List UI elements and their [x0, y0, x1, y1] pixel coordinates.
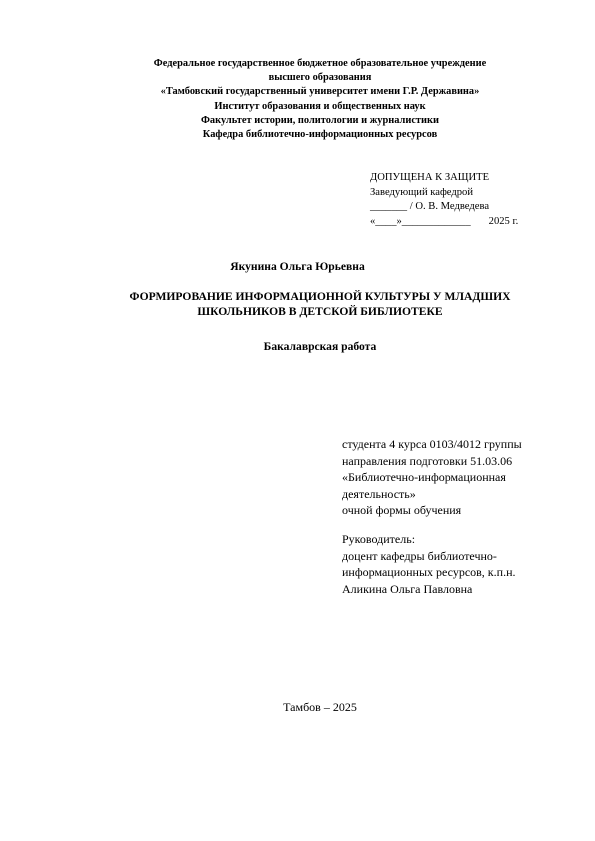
student-info-line: «Библиотечно-информационная — [342, 470, 506, 484]
supervisor-info — [342, 531, 515, 597]
approval-position: Заведующий кафедрой — [370, 186, 474, 198]
approval-date — [370, 215, 518, 230]
student-info — [342, 436, 522, 519]
supervisor-line: Аликина Ольга Павловна — [342, 581, 473, 596]
city-year: Тамбов – 2025 — [283, 700, 357, 714]
header-line: Кафедра библиотечно-информационных ресурсов — [202, 129, 438, 141]
header-line: Факультет истории, политологии и журналистики — [200, 114, 439, 126]
supervisor-line: доцент кафедры библиотечно- — [342, 548, 497, 563]
header-line: «Тамбовский государственный университет имени Г.Р. Державина» — [160, 86, 480, 98]
title-line: ФОРМИРОВАНИЕ ИНФОРМАЦИОННОЙ КУЛЬТУРЫ У МЛАДШИХ — [129, 290, 511, 303]
author-name: Якунина Ольга Юрьевна — [230, 260, 365, 273]
title-line: ШКОЛЬНИКОВ В ДЕТСКОЙ БИБЛИОТЕКЕ — [197, 304, 443, 318]
approval-block — [370, 171, 518, 229]
header-line: Институт образования и общественных наук — [214, 100, 426, 112]
student-info-line: направления подготовки 51.03.06 — [342, 453, 513, 468]
supervisor-line: Руководитель: — [342, 532, 416, 546]
approval-date-year: 2025 г. — [488, 215, 519, 227]
header-line: Федеральное государственное бюджетное образовательное учреждение — [153, 58, 487, 69]
institution-header — [60, 57, 580, 142]
student-info-line: студента 4 курса 0103/4012 группы — [342, 437, 522, 451]
student-info-line: очной формы обучения — [342, 503, 462, 517]
student-info-line: деятельность» — [342, 486, 416, 501]
header-line: высшего образования — [268, 72, 372, 84]
work-type: Бакалаврская работа — [263, 340, 377, 353]
thesis-title — [60, 290, 580, 320]
approval-signature: _______ / О. В. Медведева — [370, 201, 490, 213]
supervisor-line: информационных ресурсов, к.п.н. — [342, 565, 516, 579]
approval-date-blank: «____»_____________ — [370, 215, 471, 227]
approval-status: ДОПУЩЕНА К ЗАЩИТЕ — [370, 172, 490, 183]
